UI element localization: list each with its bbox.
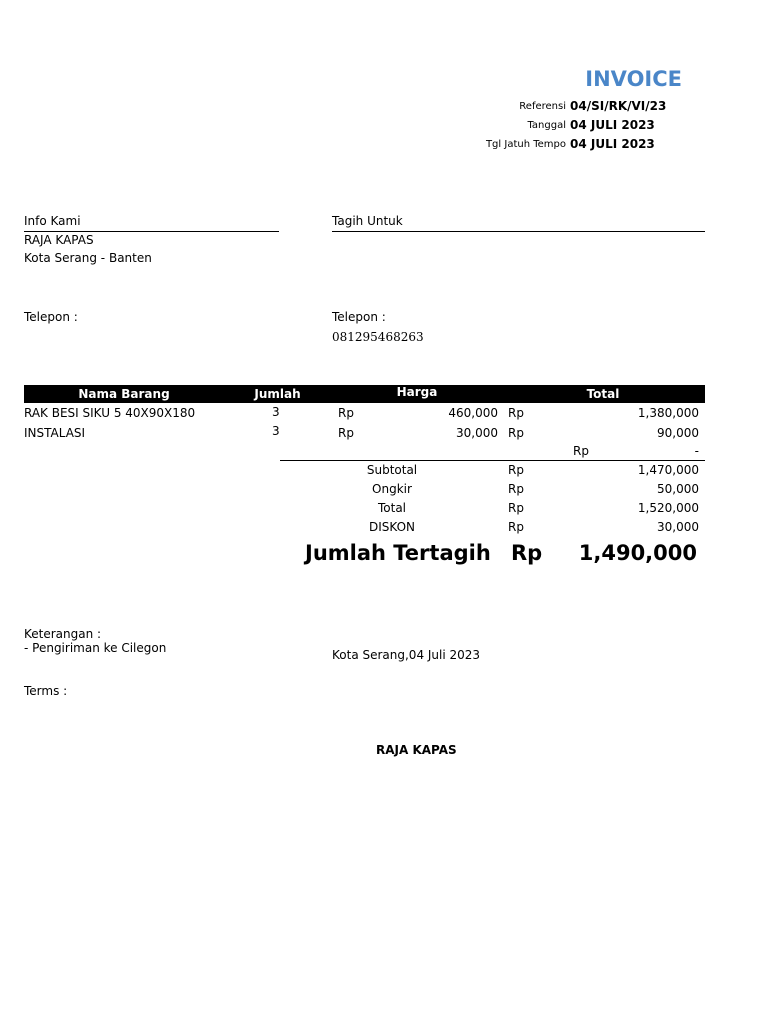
terms-label: Terms : (24, 684, 68, 698)
table-row-1-qty: 3 (272, 405, 280, 419)
invoice-title: INVOICE (585, 67, 682, 91)
tanggal-value: 04 JULI 2023 (570, 118, 655, 132)
ongkir-label: Ongkir (372, 482, 412, 496)
summary-rule (280, 460, 705, 461)
col-header-qty: Jumlah (254, 387, 301, 401)
table-row-2-price-currency: Rp (338, 426, 354, 440)
diskon-value: 30,000 (657, 520, 699, 534)
table-row-1-total: 1,380,000 (637, 406, 699, 420)
from-city: Kota Serang - Banten (24, 251, 152, 265)
col-header-total: Total (586, 387, 620, 401)
bill-to-phone-label: Telepon : (332, 310, 386, 324)
ongkir-currency: Rp (508, 482, 524, 496)
bill-to-heading: Tagih Untuk (332, 214, 403, 228)
col-header-price: Harga (396, 385, 438, 399)
jatuh-tempo-label: Tgl Jatuh Tempo (485, 139, 566, 150)
subtotal-value: 1,470,000 (637, 463, 699, 477)
signature-place-date: Kota Serang,04 Juli 2023 (332, 648, 481, 662)
table-row-2-item: INSTALASI (24, 426, 86, 440)
table-row-1-item: RAK BESI SIKU 5 40X90X180 (24, 406, 196, 420)
diskon-label: DISKON (368, 520, 416, 534)
table-row-2-total: 90,000 (657, 426, 699, 440)
from-phone-label: Telepon : (24, 310, 78, 324)
referensi-value: 04/SI/RK/VI/23 (570, 99, 667, 113)
grand-total-currency: Rp (511, 541, 543, 565)
subtotal-currency: Rp (508, 463, 524, 477)
from-heading-rule (24, 231, 279, 232)
col-header-item: Nama Barang (78, 387, 170, 401)
signature-name: RAJA KAPAS (376, 743, 457, 757)
tanggal-label: Tanggal (527, 120, 566, 131)
total-value: 1,520,000 (637, 501, 699, 515)
referensi-label: Referensi (519, 101, 566, 112)
table-empty-row-currency: Rp (573, 444, 589, 458)
table-row-1-price: 460,000 (448, 406, 498, 420)
bill-to-phone-value: 081295468263 (332, 330, 424, 344)
diskon-currency: Rp (508, 520, 524, 534)
notes-text: - Pengiriman ke Cilegon (24, 641, 167, 655)
from-heading: Info Kami (24, 214, 81, 228)
table-empty-row-total: - (694, 444, 699, 458)
jatuh-tempo-value: 04 JULI 2023 (570, 137, 655, 151)
grand-total-value: 1,490,000 (578, 541, 697, 565)
grand-total-label: Jumlah Tertagih (305, 541, 491, 565)
subtotal-label: Subtotal (366, 463, 418, 477)
from-name: RAJA KAPAS (24, 233, 94, 247)
table-row-2-total-currency: Rp (508, 426, 524, 440)
notes-label: Keterangan : (24, 627, 102, 641)
total-currency: Rp (508, 501, 524, 515)
table-row-1-price-currency: Rp (338, 406, 354, 420)
ongkir-value: 50,000 (657, 482, 699, 496)
total-label: Total (377, 501, 407, 515)
table-row-2-price: 30,000 (456, 426, 498, 440)
table-row-1-total-currency: Rp (508, 406, 524, 420)
table-row-2-qty: 3 (272, 424, 280, 438)
bill-to-heading-rule (332, 231, 705, 232)
